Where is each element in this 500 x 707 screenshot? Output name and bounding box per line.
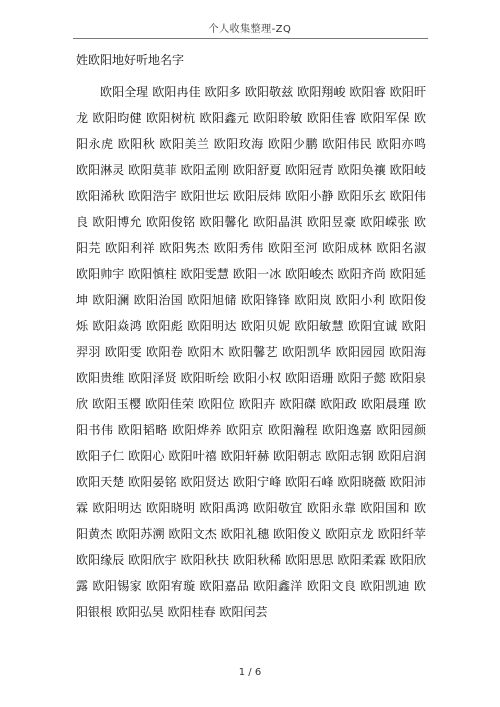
page-number: 1 / 6 bbox=[238, 667, 262, 678]
document-title: 姓欧阳地好听地名字 bbox=[76, 53, 185, 67]
header-divider bbox=[73, 38, 428, 39]
page-header: 个人收集整理-ZQ bbox=[208, 24, 292, 35]
document-body: 欧阳全瑆 欧阳冉佳 欧阳多 欧阳敬兹 欧阳翔峻 欧阳睿 欧阳旰龙 欧阳昀健 欧阳树杭 欧阳鑫元 欧阳聆敏 欧阳佳睿 欧阳军保 欧阳永虎 欧阳秋 欧阳美兰 欧阳玫海 欧阳少鹏 欧阳伟民 欧阳亦鸣 欧阳淋灵 欧阳莫菲 欧阳孟刚 欧阳舒夏 欧阳冠青 欧阳奂禳 欧阳岐 欧阳浠秋 欧阳浩宇 欧阳世坛 欧阳辰炜 欧阳小静 欧阳乐玄 欧阳伟良 欧阳博允 欧阳俊铭 欧阳馨化 欧阳晶淇 欧阳昱豪 欧阳嵘张 欧阳芫 欧阳利祥 欧阳隽杰 欧阳秀伟 欧阳至河 欧阳成林 欧阳名淑 欧阳帅宇 欧阳慎柱 欧阳雯慧 欧阳一冰 欧阳峻杰 欧阳齐尚 欧阳延坤 欧阳澜 欧阳治国 欧阳旭储 欧阳锋锋 欧阳岚 欧阳小利 欧阳俊烁 欧阳焱鸿 欧阳彪 欧阳明达 欧阳贝妮 欧阳敏慧 欧阳宜诚 欧阳羿羽 欧阳雯 欧阳卷 欧阳木 欧阳馨艺 欧阳凯华 欧阳园园 欧阳海 欧阳贵维 欧阳泽贤 欧阳昕绘 欧阳小权 欧阳语珊 欧阳子懿 欧阳泉欣 欧阳玉樱 欧阳佳荣 欧阳位 欧阳卉 欧阳磔 欧阳政 欧阳晨瑾 欧阳书伟 欧阳韬略 欧阳烨养 欧阳京 欧阳瀚程 欧阳逸嘉 欧阳园颜 欧阳子仁 欧阳心 欧阳叶禧 欧阳轩赫 欧阳朝志 欧阳志钢 欧阳启润 欧阳天楚 欧阳晏铭 欧阳贤达 欧阳宁峰 欧阳石峰 欧阳晓薇 欧阳沛霖 欧阳明达 欧阳晓明 欧阳禹鸿 欧阳敬宜 欧阳永靠 欧阳国和 欧阳黄杰 欧阳苏溯 欧阳文杰 欧阳礼穗 欧阳俊义 欧阳京龙 欧阳纤苹 欧阳缘辰 欧阳欣宇 欧阳秋扶 欧阳秋稀 欧阳思思 欧阳柔霖 欧阳欣露 欧阳锡家 欧阳宥璇 欧阳嘉品 欧阳鑫洋 欧阳文良 欧阳凯迪 欧阳银根 欧阳弘昊 欧阳桂春 欧阳闰芸 bbox=[76, 85, 426, 619]
